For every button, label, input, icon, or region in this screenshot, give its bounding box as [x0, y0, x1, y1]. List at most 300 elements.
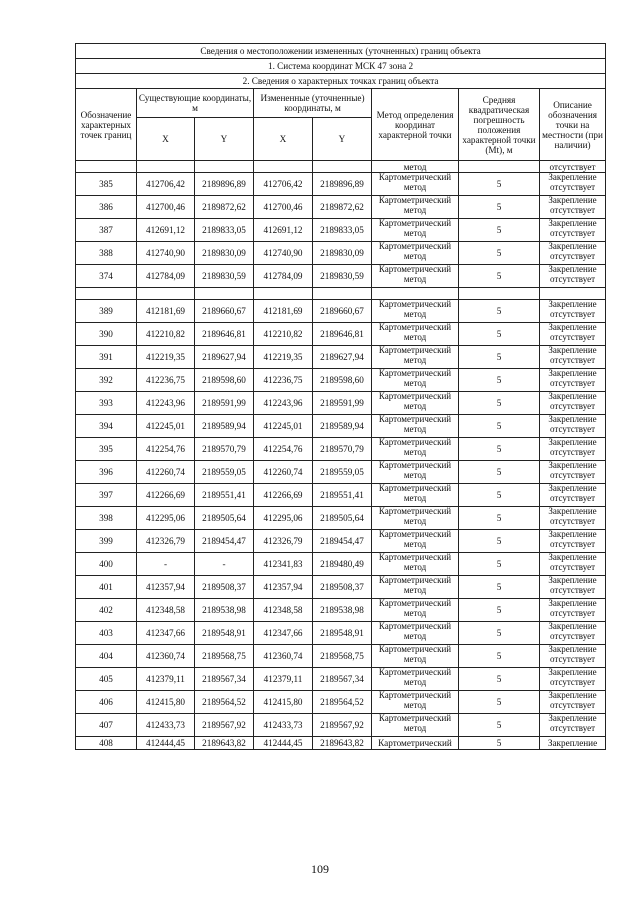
description-line-1: Закрепление: [548, 529, 597, 539]
existing-y: -: [195, 553, 254, 576]
description-line-1: Закрепление: [548, 713, 597, 723]
accuracy: 5: [459, 691, 540, 714]
point-id: 397: [76, 484, 137, 507]
changed-y: 2189830,59: [313, 265, 372, 288]
description-line-2: отсутствует: [550, 308, 596, 319]
point-id: 404: [76, 645, 137, 668]
col-point-header: Обозначение характерных точек границ: [76, 89, 137, 161]
method: [372, 507, 459, 530]
method: [372, 484, 459, 507]
table-row: [76, 265, 606, 288]
point-id: 390: [76, 323, 137, 346]
changed-x: 412341,83: [254, 553, 313, 576]
table-row: [76, 415, 606, 438]
description: [540, 392, 606, 415]
existing-y: 2189564,52: [195, 691, 254, 714]
description-line-1: Закрепление: [548, 575, 597, 585]
existing-y: 2189896,89: [195, 173, 254, 196]
table-row: [76, 691, 606, 714]
table-row: [76, 438, 606, 461]
description-line-2: отсутствует: [550, 492, 596, 503]
point-id: 385: [76, 173, 137, 196]
accuracy: 5: [459, 553, 540, 576]
method-line-2: метод: [403, 273, 427, 284]
existing-x: 412379,11: [137, 668, 195, 691]
method: [372, 392, 459, 415]
existing-y: 2189872,62: [195, 196, 254, 219]
changed-y: 2189833,05: [313, 219, 372, 242]
description: [540, 714, 606, 737]
method-line-2: метод: [403, 377, 427, 388]
point-id: 387: [76, 219, 137, 242]
changed-x: 412347,66: [254, 622, 313, 645]
changed-x: 412295,06: [254, 507, 313, 530]
method-line-1: Картометрический: [378, 391, 452, 401]
description-line-1: Закрепление: [548, 621, 597, 631]
changed-y: 2189564,52: [313, 691, 372, 714]
description-line-1: Закрепление: [548, 552, 597, 562]
changed-y: 2189505,64: [313, 507, 372, 530]
method-line-2: метод: [403, 515, 427, 526]
method-line-2: метод: [403, 561, 427, 572]
changed-x: 412210,82: [254, 323, 313, 346]
col-method-header: Метод определения координат характерной точки: [372, 89, 459, 161]
method: [372, 242, 459, 265]
existing-y: 2189830,59: [195, 265, 254, 288]
method-line-2: метод: [403, 699, 427, 710]
description-line-2: отсутствует: [550, 331, 596, 342]
description-line-2: отсутствует: [550, 204, 596, 215]
table-row: [76, 576, 606, 599]
changed-y: 2189830,09: [313, 242, 372, 265]
changed-y: 2189567,34: [313, 668, 372, 691]
changed-y: 2189454,47: [313, 530, 372, 553]
changed-x: 412245,01: [254, 415, 313, 438]
changed-y: 2189508,37: [313, 576, 372, 599]
method-line-1: Картометрический: [378, 690, 452, 700]
point-id: 400: [76, 553, 137, 576]
method-line-2: метод: [403, 722, 427, 733]
existing-x: 412243,96: [137, 392, 195, 415]
point-id: 405: [76, 668, 137, 691]
column-header-row: [76, 89, 606, 118]
method-line-1: Картометрический: [378, 483, 452, 493]
accuracy: 5: [459, 323, 540, 346]
description: [540, 622, 606, 645]
description-line-1: Закрепление: [548, 437, 597, 447]
method-line-1: Картометрический: [378, 368, 452, 378]
description-line-2: отсутствует: [550, 584, 596, 595]
changed-y: 2189538,98: [313, 599, 372, 622]
description: [540, 173, 606, 196]
method-line-1: Картометрический: [378, 713, 452, 723]
table-title: Сведения о местоположении измененных (уточненных) границ объекта: [76, 44, 606, 59]
method: [372, 265, 459, 288]
point-id: 395: [76, 438, 137, 461]
changed-x: 412181,69: [254, 300, 313, 323]
description: [540, 369, 606, 392]
description: [540, 415, 606, 438]
changed-y: 2189627,94: [313, 346, 372, 369]
continuation-description: отсутствует: [540, 161, 606, 173]
coordinates-table: [75, 43, 606, 750]
method-line-1: Картометрический: [378, 552, 452, 562]
accuracy: 5: [459, 622, 540, 645]
description-line-2: отсутствует: [550, 423, 596, 434]
col-existing-x: X: [137, 118, 195, 161]
existing-x: 412326,79: [137, 530, 195, 553]
existing-y: 2189567,34: [195, 668, 254, 691]
description-line-1: Закрепление: [548, 218, 597, 228]
accuracy: 5: [459, 300, 540, 323]
existing-x: 412236,75: [137, 369, 195, 392]
description: [540, 242, 606, 265]
changed-x: 412444,45: [254, 737, 313, 750]
changed-y: 2189559,05: [313, 461, 372, 484]
existing-y: 2189505,64: [195, 507, 254, 530]
changed-y: 2189567,92: [313, 714, 372, 737]
existing-x: 412254,76: [137, 438, 195, 461]
method-line-1: Картометрический: [378, 506, 452, 516]
method: [372, 438, 459, 461]
existing-y: 2189559,05: [195, 461, 254, 484]
accuracy: 5: [459, 392, 540, 415]
existing-y: 2189570,79: [195, 438, 254, 461]
existing-x: 412784,09: [137, 265, 195, 288]
existing-x: 412181,69: [137, 300, 195, 323]
description: [540, 196, 606, 219]
accuracy: 5: [459, 242, 540, 265]
changed-y: 2189896,89: [313, 173, 372, 196]
method-line-2: метод: [403, 630, 427, 641]
method-line-1: Картометрический: [378, 644, 452, 654]
point-id: 408: [76, 737, 137, 750]
description: [540, 323, 606, 346]
existing-y: 2189538,98: [195, 599, 254, 622]
col-existing-header: Существующие координаты, м: [137, 89, 254, 118]
point-id: 406: [76, 691, 137, 714]
changed-y: 2189548,91: [313, 622, 372, 645]
table-row: [76, 369, 606, 392]
changed-y: 2189589,94: [313, 415, 372, 438]
changed-x: 412415,80: [254, 691, 313, 714]
method-line-2: метод: [403, 676, 427, 687]
method-line-2: метод: [403, 400, 427, 411]
table-row: [76, 300, 606, 323]
method-line-2: метод: [403, 308, 427, 319]
existing-y: 2189646,81: [195, 323, 254, 346]
table-row: [76, 173, 606, 196]
description-line-1: Закрепление: [548, 172, 597, 182]
description-line-1: Закрепление: [548, 368, 597, 378]
description-line-1: Закрепление: [548, 667, 597, 677]
accuracy: 5: [459, 438, 540, 461]
accuracy: 5: [459, 737, 540, 750]
existing-y: 2189627,94: [195, 346, 254, 369]
description: [540, 438, 606, 461]
description-line-2: отсутствует: [550, 515, 596, 526]
changed-y: 2189551,41: [313, 484, 372, 507]
description-line-2: отсутствует: [550, 538, 596, 549]
method-line-1: Картометрический: [378, 264, 452, 274]
method-line-2: метод: [403, 446, 427, 457]
existing-x: 412210,82: [137, 323, 195, 346]
existing-y: 2189830,09: [195, 242, 254, 265]
changed-y: 2189660,67: [313, 300, 372, 323]
changed-x: 412219,35: [254, 346, 313, 369]
description-line-1: Закрепление: [548, 195, 597, 205]
existing-y: 2189454,47: [195, 530, 254, 553]
accuracy: 5: [459, 507, 540, 530]
accuracy: 5: [459, 668, 540, 691]
existing-x: 412347,66: [137, 622, 195, 645]
description-line-2: отсутствует: [550, 354, 596, 365]
changed-x: 412357,94: [254, 576, 313, 599]
blank-row: [76, 288, 606, 300]
point-id: 398: [76, 507, 137, 530]
col-description-header: Описание обозначения точки на местности (при наличии): [540, 89, 606, 161]
existing-y: 2189660,67: [195, 300, 254, 323]
section-row: [76, 74, 606, 89]
description-line-2: отсутствует: [550, 250, 596, 261]
description-line-1: Закрепление: [548, 241, 597, 251]
point-id: 401: [76, 576, 137, 599]
accuracy: 5: [459, 714, 540, 737]
description-line-2: отсутствует: [550, 227, 596, 238]
method-line-1: Картометрический: [378, 598, 452, 608]
table-row: [76, 507, 606, 530]
method-line-1: Картометрический: [378, 575, 452, 585]
method-line-1: Картометрический: [378, 414, 452, 424]
method-line-2: метод: [403, 227, 427, 238]
table-row: [76, 530, 606, 553]
changed-y: 2189643,82: [313, 737, 372, 750]
point-id: 402: [76, 599, 137, 622]
existing-x: 412700,46: [137, 196, 195, 219]
existing-x: 412260,74: [137, 461, 195, 484]
changed-x: 412260,74: [254, 461, 313, 484]
title-row: [76, 44, 606, 59]
description: [540, 668, 606, 691]
changed-x: 412784,09: [254, 265, 313, 288]
method-line-2: метод: [403, 204, 427, 215]
col-changed-header: Измененные (уточненные) координаты, м: [254, 89, 372, 118]
method-line-2: метод: [403, 584, 427, 595]
table-row: [76, 553, 606, 576]
changed-x: 412433,73: [254, 714, 313, 737]
method-line-1: Картометрический: [378, 345, 452, 355]
method: [372, 461, 459, 484]
system-row: [76, 59, 606, 74]
description-line-2: отсутствует: [550, 469, 596, 480]
table-row: [76, 622, 606, 645]
method: [372, 369, 459, 392]
description-line-2: отсутствует: [550, 446, 596, 457]
method: [372, 346, 459, 369]
existing-x: 412360,74: [137, 645, 195, 668]
point-id: 374: [76, 265, 137, 288]
description: [540, 461, 606, 484]
description: [540, 300, 606, 323]
table-row: [76, 196, 606, 219]
existing-x: 412415,80: [137, 691, 195, 714]
table-row: [76, 599, 606, 622]
accuracy: 5: [459, 369, 540, 392]
description: [540, 645, 606, 668]
method-line-1: Картометрический: [378, 241, 452, 251]
changed-x: 412700,46: [254, 196, 313, 219]
col-existing-y: Y: [195, 118, 254, 161]
existing-x: 412219,35: [137, 346, 195, 369]
table-row: [76, 461, 606, 484]
description-line-2: отсутствует: [550, 699, 596, 710]
existing-y: 2189589,94: [195, 415, 254, 438]
description-line-2: отсутствует: [550, 722, 596, 733]
point-id: 396: [76, 461, 137, 484]
changed-x: 412706,42: [254, 173, 313, 196]
existing-y: 2189591,99: [195, 392, 254, 415]
method: [372, 219, 459, 242]
accuracy: 5: [459, 645, 540, 668]
method: [372, 576, 459, 599]
existing-x: 412348,58: [137, 599, 195, 622]
accuracy: 5: [459, 415, 540, 438]
table-row: [76, 242, 606, 265]
description-line-1: Закрепление: [548, 414, 597, 424]
existing-y: 2189508,37: [195, 576, 254, 599]
table-row: [76, 392, 606, 415]
accuracy: 5: [459, 265, 540, 288]
table-row: [76, 645, 606, 668]
table-row: [76, 668, 606, 691]
changed-x: 412236,75: [254, 369, 313, 392]
description-line-1: Закрепление: [548, 460, 597, 470]
description-line-2: отсутствует: [550, 561, 596, 572]
accuracy: 5: [459, 219, 540, 242]
existing-x: 412295,06: [137, 507, 195, 530]
method: [372, 300, 459, 323]
existing-x: 412357,94: [137, 576, 195, 599]
method-line-1: Картометрический: [378, 195, 452, 205]
section-title: 2. Сведения о характерных точках границ объекта: [76, 74, 606, 89]
continuation-row: [76, 161, 606, 173]
point-id: 391: [76, 346, 137, 369]
point-id: 386: [76, 196, 137, 219]
accuracy: 5: [459, 484, 540, 507]
method: Картометрический: [372, 737, 459, 750]
method-line-2: метод: [403, 331, 427, 342]
description: [540, 530, 606, 553]
method-line-2: метод: [403, 538, 427, 549]
changed-y: 2189568,75: [313, 645, 372, 668]
description-line-2: отсутствует: [550, 630, 596, 641]
description: [540, 507, 606, 530]
accuracy: 5: [459, 173, 540, 196]
existing-y: 2189643,82: [195, 737, 254, 750]
method: [372, 668, 459, 691]
description: [540, 691, 606, 714]
method-line-2: метод: [403, 607, 427, 618]
description: [540, 599, 606, 622]
accuracy: 5: [459, 346, 540, 369]
continuation-method: метод: [372, 161, 459, 173]
description-line-2: отсутствует: [550, 181, 596, 192]
method: [372, 553, 459, 576]
method-line-2: метод: [403, 250, 427, 261]
description-line-1: Закрепление: [548, 345, 597, 355]
method: [372, 599, 459, 622]
changed-y: 2189598,60: [313, 369, 372, 392]
point-id: 389: [76, 300, 137, 323]
col-changed-x: X: [254, 118, 313, 161]
method-line-1: Картометрический: [378, 218, 452, 228]
point-id: 394: [76, 415, 137, 438]
description-line-1: Закрепление: [548, 322, 597, 332]
changed-x: 412348,58: [254, 599, 313, 622]
description-line-2: отсутствует: [550, 676, 596, 687]
existing-y: 2189551,41: [195, 484, 254, 507]
method: [372, 196, 459, 219]
existing-x: 412266,69: [137, 484, 195, 507]
description: Закрепление: [540, 737, 606, 750]
method-line-1: Картометрический: [378, 621, 452, 631]
accuracy: 5: [459, 196, 540, 219]
changed-x: 412243,96: [254, 392, 313, 415]
description-line-1: Закрепление: [548, 598, 597, 608]
existing-y: 2189567,92: [195, 714, 254, 737]
description: [540, 219, 606, 242]
changed-y: 2189591,99: [313, 392, 372, 415]
method: [372, 645, 459, 668]
changed-x: 412266,69: [254, 484, 313, 507]
changed-y: 2189646,81: [313, 323, 372, 346]
description-line-1: Закрепление: [548, 690, 597, 700]
table-row: [76, 219, 606, 242]
method-line-1: Картометрический: [378, 437, 452, 447]
changed-y: 2189570,79: [313, 438, 372, 461]
point-id: 407: [76, 714, 137, 737]
method: [372, 173, 459, 196]
existing-x: 412433,73: [137, 714, 195, 737]
existing-y: 2189833,05: [195, 219, 254, 242]
method: [372, 530, 459, 553]
method-line-1: Картометрический: [378, 322, 452, 332]
method-line-2: метод: [403, 653, 427, 664]
existing-x: 412245,01: [137, 415, 195, 438]
table-row: [76, 346, 606, 369]
page-number: 109: [311, 862, 329, 876]
table-row: [76, 714, 606, 737]
table-row: [76, 737, 606, 750]
accuracy: 5: [459, 576, 540, 599]
description-line-1: Закрепление: [548, 264, 597, 274]
method-line-1: Картометрический: [378, 667, 452, 677]
point-id: 399: [76, 530, 137, 553]
description-line-1: Закрепление: [548, 483, 597, 493]
table-row: [76, 323, 606, 346]
existing-y: 2189568,75: [195, 645, 254, 668]
method-line-1: Картометрический: [378, 299, 452, 309]
accuracy: 5: [459, 461, 540, 484]
description-line-2: отсутствует: [550, 607, 596, 618]
method: [372, 691, 459, 714]
description-line-2: отсутствует: [550, 653, 596, 664]
existing-x: 412444,45: [137, 737, 195, 750]
point-id: 403: [76, 622, 137, 645]
method-line-1: Картометрический: [378, 460, 452, 470]
description-line-2: отсутствует: [550, 377, 596, 388]
accuracy: 5: [459, 599, 540, 622]
